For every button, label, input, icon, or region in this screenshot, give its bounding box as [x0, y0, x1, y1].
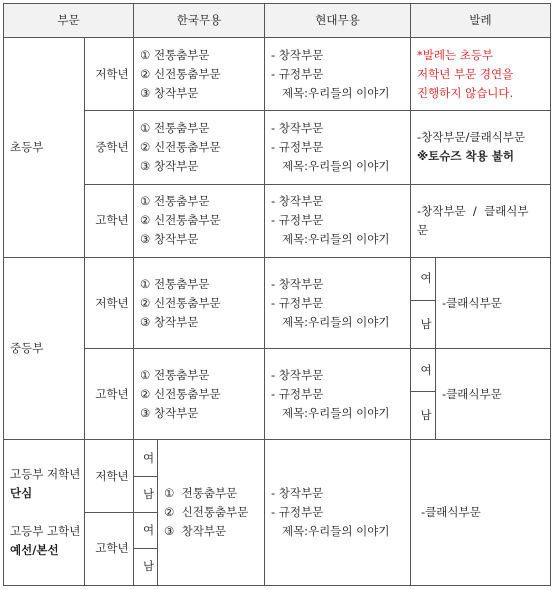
- korean-dance-cell: [158, 440, 265, 586]
- modern-item: 제목:우리들의 이야기: [271, 524, 390, 539]
- ballet-item: -창작부문 / 클래식부: [417, 203, 529, 218]
- korean-item: ① 전통춤부문: [140, 194, 210, 209]
- modern-dance-cell: [265, 349, 411, 440]
- division-high-high: 고등부 고학년: [10, 524, 81, 539]
- division-high-low-sub: 단심: [10, 486, 33, 501]
- korean-item: ② 신전통춤부문: [164, 505, 249, 520]
- modern-item: - 창작부문: [271, 276, 324, 291]
- table-row: [4, 38, 551, 111]
- ballet-item: 문: [417, 222, 429, 237]
- korean-item: ① 전통춤부문: [140, 47, 210, 62]
- korean-dance-cell: [134, 349, 265, 440]
- grade-label: 고학년: [85, 349, 134, 440]
- modern-item: 제목:우리들의 이야기: [271, 314, 390, 329]
- ballet-cell: -클래식부문: [436, 349, 551, 440]
- division-elementary: 초등부: [4, 38, 85, 258]
- korean-item: ③ 창작부문: [140, 85, 199, 100]
- modern-item: 제목:우리들의 이야기: [271, 232, 390, 247]
- ballet-item: -클래식부문: [421, 505, 481, 520]
- korean-item: ① 전통춤부문: [140, 367, 210, 382]
- modern-item: - 규정부문: [271, 505, 324, 520]
- grade-label: 저학년: [85, 440, 134, 512]
- modern-item: - 창작부문: [271, 367, 324, 382]
- ballet-notice: [411, 38, 551, 111]
- ballet-cell: [411, 184, 551, 257]
- modern-item: - 규정부문: [271, 66, 324, 81]
- korean-item: ② 신전통춤부문: [140, 66, 221, 81]
- gender-male: 남: [134, 548, 158, 585]
- grade-label: 저학년: [85, 257, 134, 348]
- korean-item: ③ 창작부문: [164, 524, 227, 539]
- gender-female: 여: [134, 440, 158, 476]
- modern-item: - 창작부문: [271, 486, 324, 501]
- korean-item: ② 신전통춤부문: [140, 139, 221, 154]
- grade-label: 고학년: [85, 184, 134, 257]
- division-high-high-sub: 예선/본선: [10, 543, 59, 558]
- korean-item: ① 전통춤부문: [140, 120, 210, 135]
- header-korean-dance: 한국무용: [134, 4, 265, 38]
- modern-dance-cell: [265, 257, 411, 348]
- korean-item: ③ 창작부문: [140, 232, 199, 247]
- division-high: [4, 440, 85, 586]
- korean-item: ① 전통춤부문: [140, 276, 210, 291]
- modern-dance-cell: [265, 38, 411, 111]
- header-row: [4, 4, 551, 38]
- ballet-cell: [411, 440, 551, 586]
- modern-item: 제목:우리들의 이야기: [271, 85, 390, 100]
- ballet-cell: [411, 111, 551, 184]
- spacer: [10, 503, 84, 522]
- division-middle: 중등부: [4, 257, 85, 440]
- grade-label: 저학년: [85, 38, 134, 111]
- ballet-notice-line: *발레는 초등부: [417, 47, 494, 62]
- korean-item: ③ 창작부문: [140, 314, 199, 329]
- table-row: [4, 184, 551, 257]
- gender-female: 여: [134, 512, 158, 548]
- modern-dance-cell: [265, 440, 411, 586]
- table-row: [4, 440, 551, 476]
- modern-item: - 규정부문: [271, 213, 324, 228]
- ballet-item: -창작부문/클래식부문: [417, 130, 526, 145]
- division-high-low: 고등부 저학년: [10, 467, 81, 482]
- gender-female: 여: [411, 349, 436, 392]
- modern-item: 제목:우리들의 이야기: [271, 405, 390, 420]
- table-row: [4, 349, 551, 392]
- modern-item: - 규정부문: [271, 139, 324, 154]
- ballet-notice-line: 저학년 부문 경연을: [417, 66, 514, 81]
- korean-item: ③ 창작부문: [140, 405, 199, 420]
- table-row: [4, 257, 551, 300]
- ballet-notice-line: 진행하지 않습니다.: [417, 85, 514, 100]
- korean-item: ② 신전통춤부문: [140, 295, 221, 310]
- modern-item: - 규정부문: [271, 295, 324, 310]
- modern-item: 제목:우리들의 이야기: [271, 158, 390, 173]
- ballet-warning: ※토슈즈 착용 불허: [417, 149, 514, 164]
- gender-male: 남: [411, 392, 436, 440]
- modern-dance-cell: [265, 184, 411, 257]
- korean-dance-cell: [134, 111, 265, 184]
- header-ballet: 발레: [411, 4, 551, 38]
- korean-item: ② 신전통춤부문: [140, 386, 221, 401]
- ballet-cell: -클래식부문: [436, 257, 551, 348]
- header-division: 부문: [4, 4, 134, 38]
- modern-item: - 규정부문: [271, 386, 324, 401]
- modern-item: - 창작부문: [271, 194, 324, 209]
- korean-item: ③ 창작부문: [140, 158, 199, 173]
- gender-male: 남: [411, 301, 436, 349]
- gender-male: 남: [134, 476, 158, 512]
- competition-table: [3, 3, 551, 586]
- header-modern-dance: 현대무용: [265, 4, 411, 38]
- korean-dance-cell: [134, 38, 265, 111]
- korean-dance-cell: [134, 184, 265, 257]
- grade-label: 고학년: [85, 512, 134, 585]
- gender-female: 여: [411, 257, 436, 300]
- modern-item: - 창작부문: [271, 120, 324, 135]
- modern-dance-cell: [265, 111, 411, 184]
- table-row: [4, 111, 551, 184]
- korean-item: ① 전통춤부문: [164, 486, 238, 501]
- grade-label: 중학년: [85, 111, 134, 184]
- modern-item: - 창작부문: [271, 47, 324, 62]
- korean-item: ② 신전통춤부문: [140, 213, 221, 228]
- korean-dance-cell: [134, 257, 265, 348]
